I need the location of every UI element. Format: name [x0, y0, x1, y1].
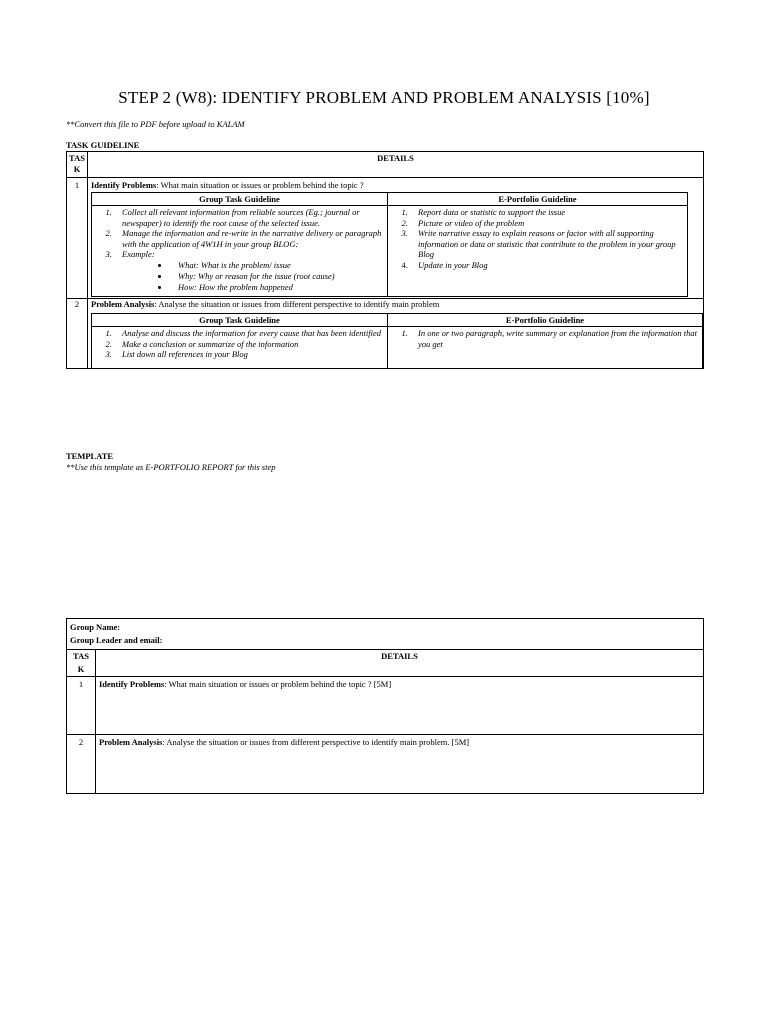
- example-list: [148, 260, 387, 293]
- task-desc-text: : Analyse the situation or issues from different perspective to identify main problem. [5M]: [162, 737, 470, 747]
- list-item: 2. Picture or video of the problem: [410, 218, 687, 229]
- group-name-label: Group Name:: [70, 622, 121, 632]
- task-details-cell: [88, 178, 704, 299]
- task-header-part-1: TAS: [69, 153, 85, 163]
- details-column-header: DETAILS: [88, 152, 704, 178]
- task-header-part-2: K: [73, 164, 81, 174]
- template-table: [66, 618, 704, 794]
- task-guideline-heading: TASK GUIDELINE: [66, 140, 140, 150]
- example-label: Example:: [122, 249, 155, 259]
- e-portfolio-guideline-header: E-Portfolio Guideline: [388, 193, 688, 206]
- task-details-cell[interactable]: [96, 735, 704, 794]
- task-row-1: [67, 178, 704, 299]
- template-note: **Use this template as E-PORTFOLIO REPORT for this step: [66, 462, 276, 472]
- list-item: 3. List down all references in your Blog: [114, 349, 387, 360]
- list-item: 1. Report data or statistic to support the issue: [410, 207, 687, 218]
- group-task-guideline-header: Group Task Guideline: [92, 314, 388, 327]
- task-details-cell[interactable]: [96, 677, 704, 735]
- group-task-guideline-list: [92, 327, 388, 368]
- task-column-header: [67, 152, 88, 178]
- list-item: 1. In one or two paragraph, write summary or explanation from the information that you get: [410, 328, 702, 349]
- template-heading: TEMPLATE: [66, 451, 114, 461]
- group-task-guideline-list: [92, 206, 388, 297]
- e-portfolio-guideline-header: E-Portfolio Guideline: [388, 314, 703, 327]
- list-item: 2. Make a conclusion or summarize of the information: [114, 339, 387, 350]
- list-item: [114, 249, 387, 293]
- task-column-header: [67, 650, 96, 677]
- task-number: 2: [67, 735, 96, 794]
- list-item: 1. Collect all relevant information from reliable sources (Eg.; journal or newspaper) to identify the root cause of the selected issue.: [114, 207, 387, 228]
- task-label: Identify Problems: [99, 679, 165, 689]
- task-desc-text: : Analyse the situation or issues from different perspective to identify main problem: [154, 299, 440, 309]
- guideline-subtable: [91, 192, 688, 297]
- list-item: 1. Analyse and discuss the information for every cause that has been identified: [114, 328, 387, 339]
- task-desc-text: : What main situation or issues or problem behind the topic ?: [156, 180, 364, 190]
- task-desc-text: : What main situation or issues or problem behind the topic ? [5M]: [164, 679, 392, 689]
- task-number: 1: [67, 178, 88, 299]
- list-item: • What: What is the problem/ issue: [170, 260, 387, 271]
- list-item: 2. Manage the information and re-write in the narrative delivery or paragraph with the application of 4W1H in your group BLOG:: [114, 228, 387, 249]
- e-portfolio-guideline-list: [388, 206, 688, 297]
- template-row-1: [67, 677, 704, 735]
- template-header-row: [67, 650, 704, 677]
- convert-note: **Convert this file to PDF before upload to KALAM: [66, 119, 245, 129]
- task-description: [91, 299, 703, 309]
- task-row-2: [67, 299, 704, 369]
- table-header-row: [67, 152, 704, 178]
- details-column-header: DETAILS: [96, 650, 704, 677]
- task-label: Problem Analysis: [99, 737, 163, 747]
- task-guideline-table: [66, 151, 704, 369]
- task-header-part-1: TAS: [73, 651, 89, 661]
- task-description: [91, 180, 698, 190]
- group-leader-label: Group Leader and email:: [70, 635, 163, 645]
- template-row-2: [67, 735, 704, 794]
- e-portfolio-guideline-list: [388, 327, 703, 368]
- task-number: 2: [67, 299, 88, 369]
- task-label: Identify Problems: [91, 180, 157, 190]
- task-number: 1: [67, 677, 96, 735]
- task-details-cell: [88, 299, 704, 369]
- group-info-row: [67, 619, 704, 650]
- list-item: 4. Update in your Blog: [410, 260, 687, 271]
- guideline-subtable: [91, 313, 703, 368]
- page-title: STEP 2 (W8): IDENTIFY PROBLEM AND PROBLEM ANALYSIS [10%]: [118, 88, 650, 107]
- task-header-part-2: K: [77, 664, 85, 674]
- list-item: • How: How the problem happened: [170, 282, 387, 293]
- group-info-cell: [67, 619, 704, 650]
- list-item: 3. Write narrative essay to explain reasons or factor with all supporting information or data or statistic that contribute to the problem in your group Blog: [410, 228, 687, 260]
- group-task-guideline-header: Group Task Guideline: [92, 193, 388, 206]
- task-label: Problem Analysis: [91, 299, 155, 309]
- list-item: • Why: Why or reason for the issue (root cause): [170, 271, 387, 282]
